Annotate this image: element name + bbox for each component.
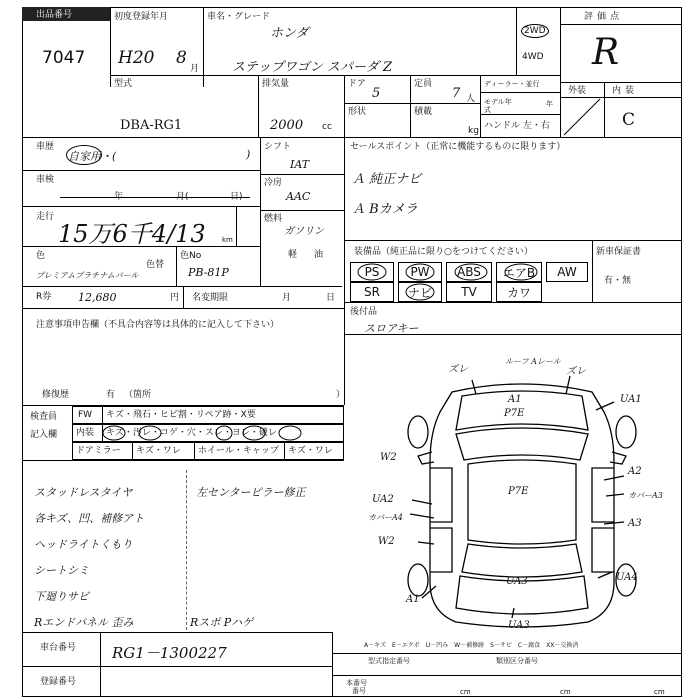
dmg-cover-a4: カバーA4 [368, 513, 403, 522]
remark-4: シートシミ [34, 564, 89, 577]
damage-legend: A－キズ E－エクボ U－凹み W－補修跡 S－サビ C－腐食 XX－交換済 [364, 642, 579, 649]
divider [604, 82, 605, 137]
dmg-top-right: ズレ [566, 366, 586, 377]
equip-aw: AW [546, 262, 588, 282]
inspect-month: 月( [176, 192, 189, 202]
repair-yes: 有 [106, 390, 116, 400]
repair-label: 修復歴 [42, 390, 70, 400]
divider [22, 286, 342, 287]
equip-abs: ABS [446, 262, 492, 282]
dmg-w2-left: W2 [380, 452, 397, 463]
divider [100, 632, 101, 697]
cm-1: cm [460, 688, 471, 696]
divider [592, 240, 593, 302]
divider [22, 206, 260, 207]
dmg-ua3-rear: UA3 [506, 576, 528, 587]
equip-leather: カワ [496, 282, 542, 302]
type-spec-label: 型式指定番号 [368, 657, 410, 665]
dmg-a1-lower: A1 [406, 594, 420, 605]
fuel-oil: 油 [314, 250, 324, 260]
divider [480, 75, 481, 137]
reg-month: 8 [176, 48, 187, 68]
divider [22, 632, 332, 633]
divider [560, 82, 682, 83]
color-no: PB-81P [188, 266, 229, 279]
divider [22, 170, 260, 171]
dmg-w2-lower: W2 [378, 536, 395, 547]
divider [132, 442, 133, 460]
notes-label: 注意事項申告欄（不具合内容等は具体的に記入して下さい） [36, 320, 280, 330]
recycle-value: 12,680 [78, 291, 117, 304]
remark-right: 左センターピラー修正 [196, 486, 306, 499]
cap-label: 定員 [414, 79, 433, 89]
model-year-label: モデル年式 [484, 98, 512, 114]
disp-value: 2000 [270, 118, 304, 133]
model: ステップワゴン スパーダ Z [232, 60, 393, 75]
handle-label: ハンドル 左・右 [484, 121, 550, 131]
dmg-top-left: ズレ [448, 364, 468, 375]
new-cert-value: 有・無 [604, 276, 632, 286]
divider [480, 114, 560, 115]
dmg-a2: A2 [628, 466, 642, 477]
fw-label: FW [78, 410, 93, 420]
int-label: 内装 [612, 86, 639, 96]
equip-tv: TV [446, 282, 492, 302]
divider [284, 442, 285, 460]
inspect-strike [60, 197, 250, 198]
divider [344, 137, 345, 405]
divider [194, 442, 195, 460]
drive-4wd: 4WD [522, 52, 544, 62]
remark-3: ヘッドライトくもり [34, 538, 133, 551]
inspect-year: 年 [114, 192, 124, 202]
wheel-text: キズ・ワレ [288, 446, 333, 456]
reg-month-unit: 月 [190, 64, 200, 74]
fuel-label: 燃料 [264, 214, 283, 224]
equip-ps: PS [350, 262, 394, 282]
divider [22, 137, 682, 138]
int-row-text: キズ・汚レ・コゲ・穴・スレ・ヨレ・破レ [106, 428, 277, 438]
mileage-label: 走行 [36, 212, 55, 222]
divider [344, 75, 345, 137]
divider [344, 302, 682, 303]
int-score: C [622, 110, 636, 130]
divider [22, 460, 344, 461]
cat2-label: 番号 [352, 687, 366, 695]
dmg-ua4: UA4 [616, 572, 638, 583]
make: ホンダ [270, 26, 309, 41]
divider [410, 75, 411, 103]
repair-where: （箇所 [124, 390, 152, 400]
mileage-value: 15万6千4/13 [58, 220, 206, 248]
load-unit: kg [468, 126, 479, 136]
dmg-roof-p7e: P7E [508, 486, 529, 497]
name-change-label: 名変期限 [192, 293, 229, 303]
equip-label: 装備品（純正品に限り○をつけてください） [354, 247, 533, 257]
name-change-month: 月 [282, 293, 292, 303]
mileage-unit: km [222, 236, 233, 244]
class-label: 類別区分番号 [496, 657, 538, 665]
name-change-day: 日 [326, 293, 336, 303]
disp-label: 排気量 [262, 79, 290, 89]
mirror-text: キズ・ワレ [136, 446, 181, 456]
divider [260, 174, 344, 175]
divider [516, 7, 517, 75]
equip-navi: ナビ [398, 282, 442, 302]
divider [260, 210, 344, 211]
lot-label: 出品番号 [36, 10, 73, 20]
reg-label: 初度登録年月 [114, 12, 169, 22]
ac-label: 冷房 [264, 178, 283, 188]
lot-number: 7047 [42, 48, 86, 68]
fuel-value: ガソリン [284, 226, 324, 237]
shape-label: 形状 [348, 107, 367, 117]
divider [110, 75, 560, 76]
divider [344, 334, 682, 335]
recycle-unit: 円 [170, 293, 180, 303]
equip-airbag: エアB [496, 262, 542, 282]
inspect-day: 日) [230, 192, 243, 202]
equip-circles [350, 262, 550, 302]
color-value: プレミアムプラチナムパール [36, 271, 139, 280]
chassis-label: 車台番号 [40, 643, 77, 653]
divider [480, 92, 560, 93]
divider [22, 666, 332, 667]
fuel-light: 軽 [288, 250, 298, 260]
history-label: 車歴 [36, 142, 55, 152]
mirror-label: ドアミラー [76, 446, 121, 456]
color-no-label: 色No [180, 251, 202, 261]
sales-line-1: Ａ 純正ナビ [352, 172, 422, 187]
cap-value: 7 [452, 86, 461, 101]
cap-unit: 人 [466, 94, 476, 104]
int-circles [100, 424, 340, 442]
dmg-ua2: UA2 [372, 494, 394, 505]
remark-6: Rエンドパネル 歪み [34, 616, 134, 629]
ext-label: 外装 [568, 86, 587, 96]
divider [236, 206, 237, 246]
color-change: 色替 [146, 260, 165, 270]
score: R [592, 32, 620, 73]
sales-label: セールスポイント（正常に機能するものに限ります） [350, 142, 566, 152]
reg-era: H20 [118, 48, 155, 68]
equip-pw: PW [398, 262, 442, 282]
divider [344, 240, 682, 241]
divider [344, 103, 480, 104]
cat-label: 本番号 [346, 679, 367, 687]
divider [260, 137, 261, 286]
remark-1: スタッドレスタイヤ [34, 486, 133, 499]
dmg-hood-a1: A1 [508, 394, 522, 405]
name-label: 車名・グレード [207, 12, 271, 22]
chassis-value: RG1－1300227 [112, 644, 227, 662]
type-label: 型式 [114, 79, 133, 89]
dmg-cover-a3: カバーA3 [628, 491, 663, 500]
divider [332, 632, 333, 697]
fw-text: キズ・飛石・ヒビ割・リペア跡・X要 [106, 410, 256, 420]
dealer-label: ディーラー・並行 [484, 80, 540, 88]
door-label: ドア [348, 79, 366, 89]
post-label: 後付品 [350, 307, 378, 317]
ac-value: AAC [286, 190, 311, 203]
divider [22, 308, 344, 309]
sales-line-2: Ａ Bカメラ [352, 202, 418, 217]
history-circle [66, 145, 102, 165]
remark-2: 各キズ、凹、補修アト [34, 512, 145, 525]
remark-7: Rスポ Pハゲ [190, 616, 254, 629]
type-value: DBA-RG1 [120, 118, 183, 133]
ext-slash [560, 97, 604, 137]
disp-unit: cc [322, 122, 332, 132]
dmg-ua3-bottom: UA3 [508, 620, 530, 631]
inspector-label-1: 検査員 [30, 412, 58, 422]
cm-3: cm [654, 688, 665, 696]
recycle-label: R券 [36, 292, 52, 302]
year-unit: 年 [546, 100, 553, 108]
inspect-label: 車検 [36, 175, 55, 185]
int-row-label: 内装 [76, 428, 95, 438]
new-cert-label: 新車保証書 [596, 247, 642, 257]
divider [560, 24, 682, 25]
load-label: 積載 [414, 107, 433, 117]
remark-divider [186, 470, 187, 630]
shift-value: IAT [290, 158, 310, 171]
remark-5: 下廻りサビ [34, 590, 89, 603]
cm-2: cm [560, 688, 571, 696]
door-value: 5 [372, 86, 381, 101]
repair-close: ） [336, 390, 346, 400]
divider [332, 653, 682, 654]
post-value: スロアキー [364, 322, 419, 335]
dmg-hood-p7e: P7E [504, 408, 525, 419]
divider [332, 675, 682, 676]
score-label: 評価点 [584, 12, 624, 22]
history-value: 自家用・( [68, 150, 117, 163]
reg-number-label: 登録番号 [40, 677, 77, 687]
dmg-ua1: UA1 [620, 394, 642, 405]
divider [22, 246, 260, 247]
equip-sr: SR [350, 282, 394, 302]
color-label: 色 [36, 251, 46, 261]
divider [258, 75, 259, 137]
shift-label: シフト [264, 142, 292, 152]
drive-2wd: 2WD [521, 24, 549, 38]
dmg-roof-rail: ルーフ Aレール [505, 357, 561, 366]
wheel-label: ホイール・キャップ [198, 446, 279, 456]
divider [410, 103, 411, 137]
divider [183, 286, 184, 308]
history-close: ) [246, 148, 251, 161]
dmg-a3: A3 [628, 518, 642, 529]
divider [176, 246, 177, 286]
inspector-label-2: 記入欄 [30, 430, 58, 440]
